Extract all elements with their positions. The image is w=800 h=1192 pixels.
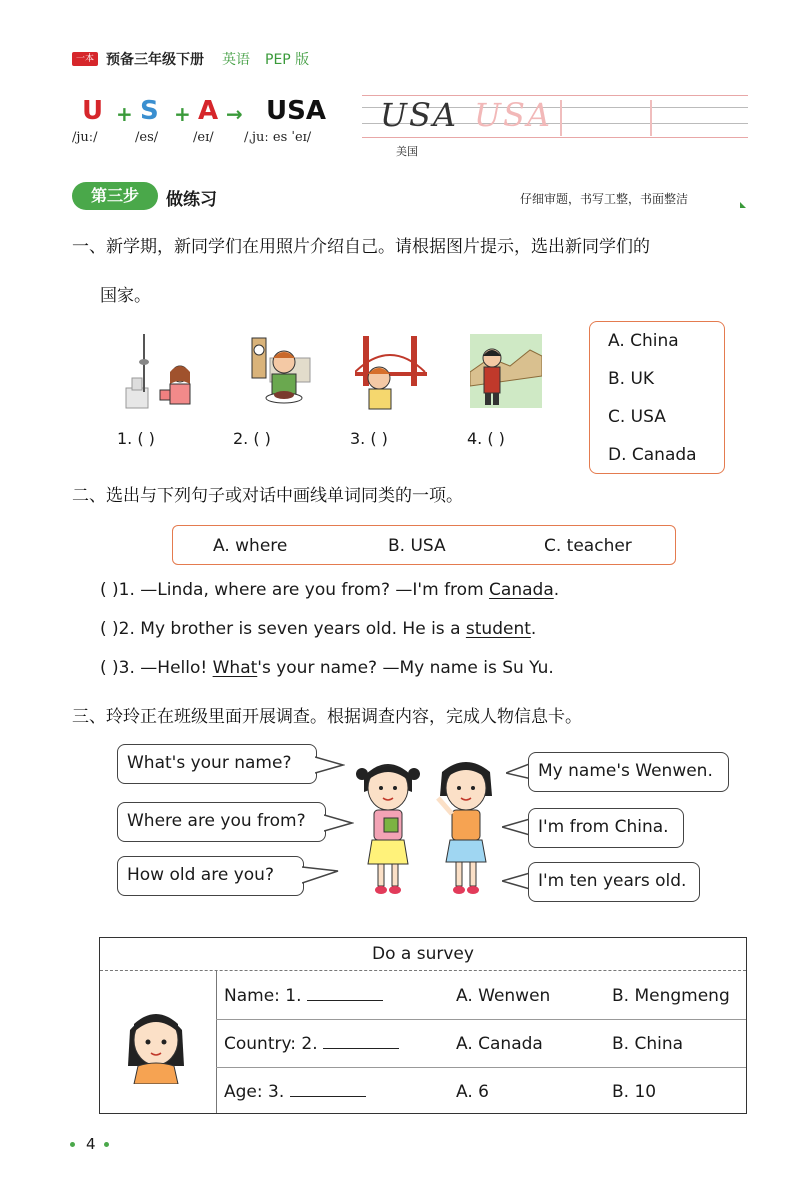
letter-a: A (198, 96, 219, 126)
q2-item-2: ( )2. My brother is seven years old. He is a student. (100, 619, 537, 639)
option-c: C. USA (608, 407, 666, 427)
q3-prompt: 三、玲玲正在班级里面开展调查。根据调查内容，完成人物信息卡。 (72, 707, 582, 727)
book-title: 预备三年级下册 (106, 52, 204, 68)
letter-u: U (82, 96, 104, 126)
q2-item-1: ( )1. —Linda, where are you from? —I'm from Canada. (100, 580, 560, 600)
option-b: B. UK (608, 369, 655, 389)
country-option-a: A. Canada (456, 1034, 543, 1054)
bubble-tail (302, 866, 340, 884)
option-d: D. Canada (608, 445, 697, 465)
answer-paren[interactable]: ( ) (100, 658, 119, 678)
step-tip: 仔细审题，书写工整，书面整洁 (520, 192, 689, 206)
options-box (589, 321, 725, 474)
answer-bubble-2: I'm from China. (528, 808, 684, 848)
canada-photo (124, 332, 196, 412)
word-choice-a: A. where (213, 536, 288, 556)
uk-photo (240, 332, 312, 412)
q2-prompt: 二、选出与下列句子或对话中画线单词同类的一项。 (72, 486, 463, 506)
plus-icon: + (174, 102, 191, 126)
age-label: Age: 3. (224, 1082, 366, 1102)
word-choices-box (172, 525, 676, 565)
china-photo (470, 332, 542, 412)
target-word: USA (266, 96, 326, 126)
word-choice-c: C. teacher (544, 536, 632, 556)
answer-bubble-3: I'm ten years old. (528, 862, 700, 902)
q1-prompt-cont: 国家。 (100, 286, 151, 306)
usa-photo (355, 332, 427, 412)
arrow-right-icon: → (226, 102, 243, 126)
answer-blank-4[interactable]: 4. ( ) (467, 429, 505, 448)
edition-label: PEP 版 (265, 52, 310, 68)
girls-illustration (352, 752, 502, 902)
trace-mark (560, 100, 562, 136)
avatar (124, 1000, 188, 1084)
age-blank[interactable] (290, 1083, 366, 1097)
bubble-tail (315, 756, 345, 774)
answer-bubble-1: My name's Wenwen. (528, 752, 729, 792)
age-option-a: A. 6 (456, 1082, 489, 1102)
country-blank[interactable] (323, 1035, 399, 1049)
question-bubble-1: What's your name? (117, 744, 317, 784)
survey-title: Do a survey (100, 938, 746, 971)
bubble-tail (502, 818, 530, 836)
answer-blank-1[interactable]: 1. ( ) (117, 429, 155, 448)
underlined-word: student (465, 619, 531, 639)
name-option-a: A. Wenwen (456, 986, 551, 1006)
underlined-word: Canada (489, 580, 554, 600)
name-label: Name: 1. (224, 986, 383, 1006)
brand-logo: 一本 (72, 52, 98, 66)
question-bubble-2: Where are you from? (117, 802, 326, 842)
step-badge: 第三步 (72, 182, 158, 210)
trace-sample: USA (474, 96, 552, 134)
age-option-b: B. 10 (612, 1082, 657, 1102)
page-number: 4 (86, 1135, 96, 1153)
trace-mark (650, 100, 652, 136)
phonetic-s: /es/ (135, 130, 159, 145)
q1-prompt: 一、新学期，新同学们在用照片介绍自己。请根据图片提示，选出新同学们的 (72, 237, 650, 257)
bubble-tail (324, 814, 354, 832)
option-a: A. China (608, 331, 679, 351)
country-label: Country: 2. (224, 1034, 399, 1054)
name-option-b: B. Mengmeng (612, 986, 730, 1006)
step-title: 做练习 (166, 190, 217, 210)
phonetic-u: /juː/ (72, 130, 98, 145)
answer-paren[interactable]: ( ) (100, 619, 119, 639)
phonetic-word: /ˌjuː es ˈeɪ/ (244, 130, 312, 145)
phonetic-a: /eɪ/ (193, 130, 214, 145)
underlined-word: What (212, 658, 258, 678)
word-meaning: 美国 (396, 145, 418, 158)
handwriting-sample: USA (380, 96, 458, 134)
corner-mark-icon (740, 202, 746, 208)
bubble-tail (502, 872, 530, 890)
page-dot-icon (104, 1142, 109, 1147)
letter-s: S (140, 96, 159, 126)
country-option-b: B. China (612, 1034, 684, 1054)
name-blank[interactable] (307, 987, 383, 1001)
answer-paren[interactable]: ( ) (100, 580, 119, 600)
plus-icon: + (116, 102, 133, 126)
word-choice-b: B. USA (388, 536, 446, 556)
question-bubble-3: How old are you? (117, 856, 304, 896)
survey-table (99, 937, 747, 1114)
answer-blank-3[interactable]: 3. ( ) (350, 429, 388, 448)
subject-label: 英语 (222, 52, 250, 68)
page-dot-icon (70, 1142, 75, 1147)
q2-item-3: ( )3. —Hello! What's your name? —My name is Su Yu. (100, 658, 554, 678)
answer-blank-2[interactable]: 2. ( ) (233, 429, 271, 448)
